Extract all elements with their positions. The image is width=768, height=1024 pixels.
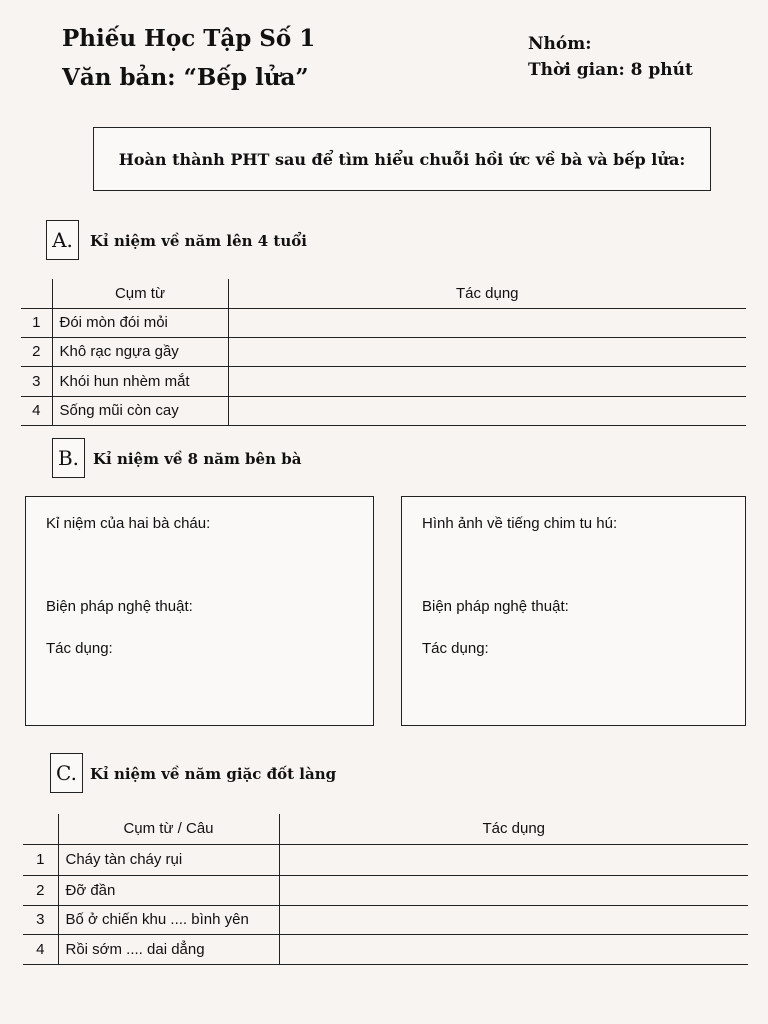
row-phrase: Cháy tàn cháy rụi <box>58 844 279 875</box>
card-prompt: Kỉ niệm của hai bà cháu: <box>46 515 211 532</box>
section-c-table <box>23 814 748 965</box>
column-header-phrase: Cụm từ / Câu <box>58 814 279 844</box>
row-number: 1 <box>21 308 52 337</box>
table-row <box>23 844 748 875</box>
table-row <box>21 396 746 425</box>
column-header-effect: Tác dụng <box>455 284 519 302</box>
row-effect-cell[interactable] <box>279 934 748 964</box>
section-c-title: Kỉ niệm về năm giặc đốt làng <box>90 765 337 783</box>
row-effect-cell[interactable] <box>228 366 746 396</box>
row-phrase: Bố ở chiến khu .... bình yên <box>58 905 279 934</box>
worksheet-title: Phiếu Học Tập Số 1 <box>62 25 316 52</box>
memory-card-right <box>401 496 746 726</box>
table-row <box>21 337 746 366</box>
row-phrase: Khô rạc ngựa gầy <box>52 337 228 366</box>
row-effect-cell[interactable] <box>279 905 748 934</box>
section-a-letter: A. <box>46 220 79 260</box>
table-row <box>23 934 748 964</box>
text-title: Văn bản: “Bếp lửa” <box>62 64 309 91</box>
table-row <box>23 875 748 905</box>
card-effect-label: Tác dụng: <box>46 640 113 657</box>
column-header-effect: Tác dụng <box>482 820 546 838</box>
section-a-title: Kỉ niệm về năm lên 4 tuổi <box>90 232 307 250</box>
card-technique-label: Biện pháp nghệ thuật: <box>422 598 569 615</box>
row-number: 4 <box>21 396 52 425</box>
row-phrase: Sống mũi còn cay <box>52 396 228 425</box>
row-effect-cell[interactable] <box>279 875 748 905</box>
instruction-box <box>93 127 711 191</box>
section-b-title: Kỉ niệm về 8 năm bên bà <box>93 450 302 468</box>
time-label: Thời gian: 8 phút <box>528 60 693 80</box>
row-number: 2 <box>23 875 58 905</box>
row-effect-cell[interactable] <box>228 396 746 425</box>
row-number: 2 <box>21 337 52 366</box>
section-b-letter: B. <box>52 438 85 478</box>
row-effect-cell[interactable] <box>279 844 748 875</box>
row-number: 4 <box>23 934 58 964</box>
table-row <box>21 308 746 337</box>
instruction-text: Hoàn thành PHT sau để tìm hiểu chuỗi hồi ức về bà và bếp lửa: <box>118 149 686 169</box>
table-row <box>23 905 748 934</box>
memory-card-left <box>25 496 374 726</box>
row-phrase: Đỡ đần <box>58 875 279 905</box>
section-c-letter: C. <box>50 753 83 793</box>
row-phrase: Đói mòn đói mỏi <box>52 308 228 337</box>
card-prompt: Hình ảnh về tiếng chim tu hú: <box>422 515 618 532</box>
card-technique-label: Biện pháp nghệ thuật: <box>46 598 193 615</box>
row-effect-cell[interactable] <box>228 337 746 366</box>
section-a-table <box>21 279 746 426</box>
table-header-row <box>23 814 748 844</box>
row-phrase: Rồi sớm .... dai dẳng <box>58 934 279 964</box>
row-number: 3 <box>23 905 58 934</box>
row-number: 3 <box>21 366 52 396</box>
table-row <box>21 366 746 396</box>
group-label: Nhóm: <box>528 34 592 54</box>
table-header-row <box>21 279 746 308</box>
card-effect-label: Tác dụng: <box>422 640 489 657</box>
column-header-phrase: Cụm từ <box>52 279 228 308</box>
row-phrase: Khói hun nhèm mắt <box>52 366 228 396</box>
row-effect-cell[interactable] <box>228 308 746 337</box>
row-number: 1 <box>23 844 58 875</box>
